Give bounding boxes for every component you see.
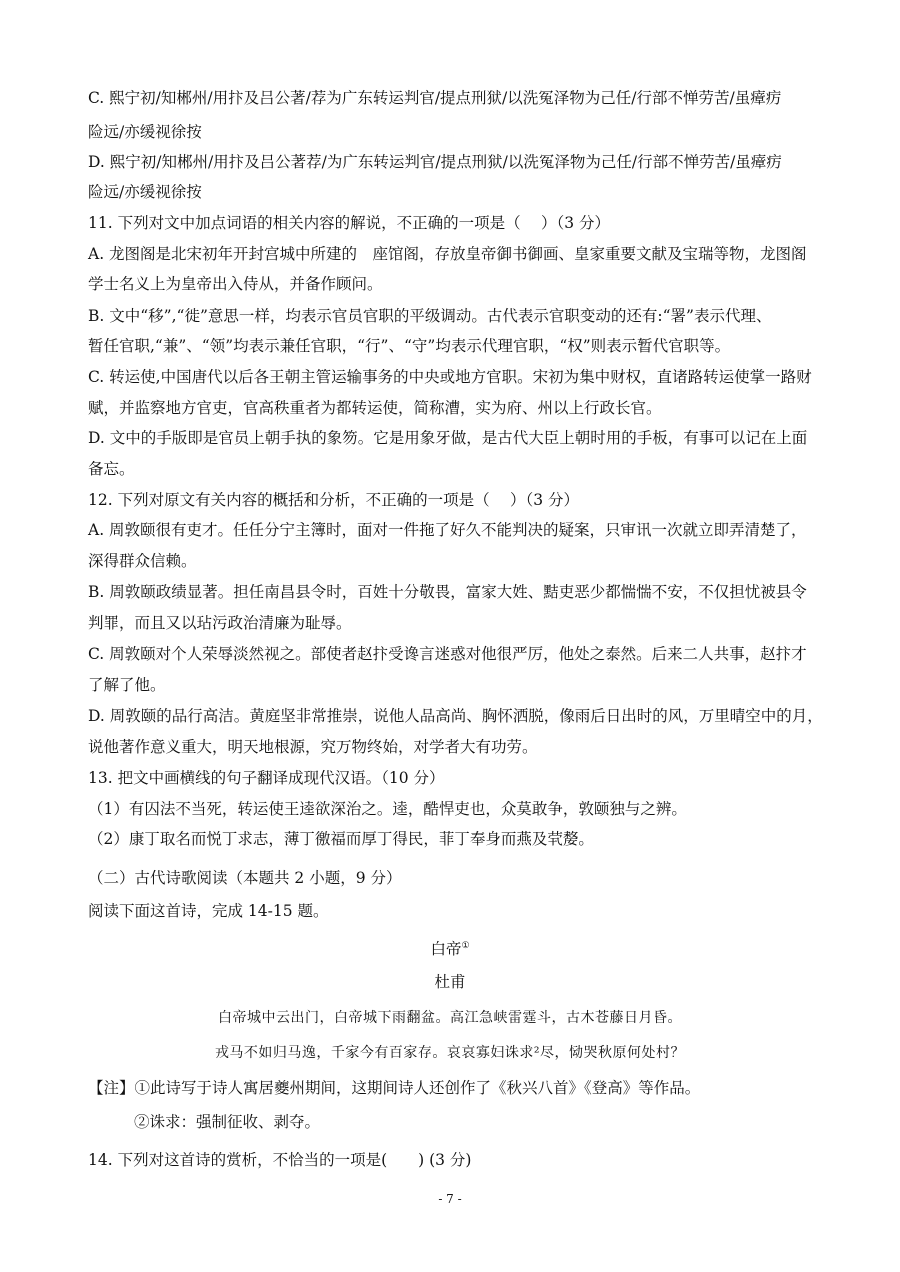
- question-11: 11. 下列对文中加点词语的相关内容的解说，不正确的一项是（ ）（3 分）: [88, 214, 611, 232]
- q13-sentence-2: （2）康丁取名而悦丁求志，薄丁徼福而厚丁得民，菲丁奉身而燕及茕嫠。: [88, 830, 594, 848]
- option-c-line-cont: 险远/亦缓视徐按: [88, 123, 202, 141]
- section-heading-poetry: （二）古代诗歌阅读（本题共 2 小题，9 分）: [88, 869, 402, 887]
- question-13: 13. 把文中画横线的句子翻译成现代汉语。（10 分）: [88, 769, 445, 787]
- q11-option-a-cont: 学士名义上为皇帝出入侍从，并备作顾问。: [88, 275, 383, 293]
- q11-option-b: B. 文中“移”,“徙”意思一样，均表示官员官职的平级调动。古代表示官职变动的还有:“署”表示代理、: [88, 307, 772, 325]
- q12-option-d-cont: 说他著作意义重大，明天地根源，究万物终始，对学者大有功劳。: [88, 738, 538, 756]
- page-number: - 7 -: [438, 1192, 462, 1206]
- poem-note-2: ②诛求：强制征收、剥夺。: [134, 1113, 321, 1131]
- q11-option-b-cont: 暂任官职,“兼”、“领”均表示兼任官职，“行”、“守”均表示代理官职，“权”则表示暂代官职等。: [88, 337, 731, 355]
- poem-note-1: 【注】①此诗写于诗人寓居夔州期间，这期间诗人还创作了《秋兴八首》《登高》等作品。: [88, 1079, 701, 1097]
- q11-option-d-cont: 备忘。: [88, 460, 135, 478]
- poem-title-footnote: ①: [461, 941, 470, 951]
- q11-option-a: A. 龙图阁是北宋初年开封宫城中所建的 座馆阁，存放皇帝御书御画、皇家重要文献及宝瑞等物，龙图阁: [88, 245, 807, 263]
- poetry-instruction: 阅读下面这首诗，完成 14-15 题。: [88, 902, 329, 920]
- q11-option-c: C. 转运使,中国唐代以后各王朝主管运输事务的中央或地方官职。宋初为集中财权，直诸路转运使掌一路财: [88, 368, 812, 386]
- poem-title: [0, 936, 900, 959]
- q12-option-c-cont: 了解了他。: [88, 676, 166, 694]
- q11-option-d: D. 文中的手版即是官员上朝手执的象笏。它是用象牙做，是古代大臣上朝时用的手板，有事可以记在上面: [88, 429, 808, 447]
- question-14: 14. 下列对这首诗的赏析，不恰当的一项是( ) (3 分): [88, 1151, 472, 1169]
- option-d-line-cont: 险远/亦缓视徐按: [88, 183, 202, 201]
- poem-line-1: 白帝城中云出门，白帝城下雨翻盆。高江急峡雷霆斗，古木苍藤日月昏。: [218, 1010, 682, 1026]
- option-c-line: C. 熙宁初/知郴州/用抃及吕公著/荐为广东转运判官/提点刑狱/以洗冤泽物为己任/行部不惮劳苦/虽瘴疠: [88, 89, 782, 107]
- q12-option-b-cont: 判罪，而且又以玷污政治清廉为耻辱。: [88, 614, 352, 632]
- q12-option-a: A. 周敦颐很有吏才。任任分宁主簿时，面对一件拖了好久不能判决的疑案，只审讯一次就立即弄清楚了，: [88, 521, 807, 539]
- option-d-line: D. 熙宁初/知郴州/用抃及吕公著荐/为广东转运判官/提点刑狱/以洗冤泽物为己任/行部不惮劳苦/虽瘴疠: [88, 153, 782, 171]
- q12-option-d: D. 周敦颐的品行高洁。黄庭坚非常推崇，说他人品高尚、胸怀洒脱，像雨后日出时的风，万里晴空中的月，: [88, 707, 823, 725]
- q12-option-c: C. 周敦颐对个人荣辱淡然视之。部使者赵抃受谗言迷惑对他很严厉，他处之泰然。后来二人共事，赵抃才: [88, 645, 807, 663]
- q12-option-a-cont: 深得群众信赖。: [88, 552, 197, 570]
- poem-title-text: 白帝: [430, 940, 462, 959]
- question-12: 12. 下列对原文有关内容的概括和分析，不正确的一项是（ ）（3 分）: [88, 491, 580, 509]
- poem-line-2: 戎马不如归马逸，千家今有百家存。哀哀寡妇诛求²尽，恸哭秋原何处村？: [214, 1045, 686, 1061]
- poem-author: 杜甫: [434, 973, 466, 991]
- q13-sentence-1: （1）有囚法不当死，转运使王逵欲深治之。逵，酷悍吏也，众莫敢争，敦颐独与之辨。: [88, 800, 687, 818]
- q12-option-b: B. 周敦颐政绩显著。担任南昌县令时，百姓十分敬畏，富家大姓、黠吏恶少都惴惴不安，不仅担忧被县令: [88, 583, 807, 601]
- q11-option-c-cont: 赋，并监察地方官吏，官高秩重者为都转运使，简称漕，实为府、州以上行政长官。: [88, 399, 662, 417]
